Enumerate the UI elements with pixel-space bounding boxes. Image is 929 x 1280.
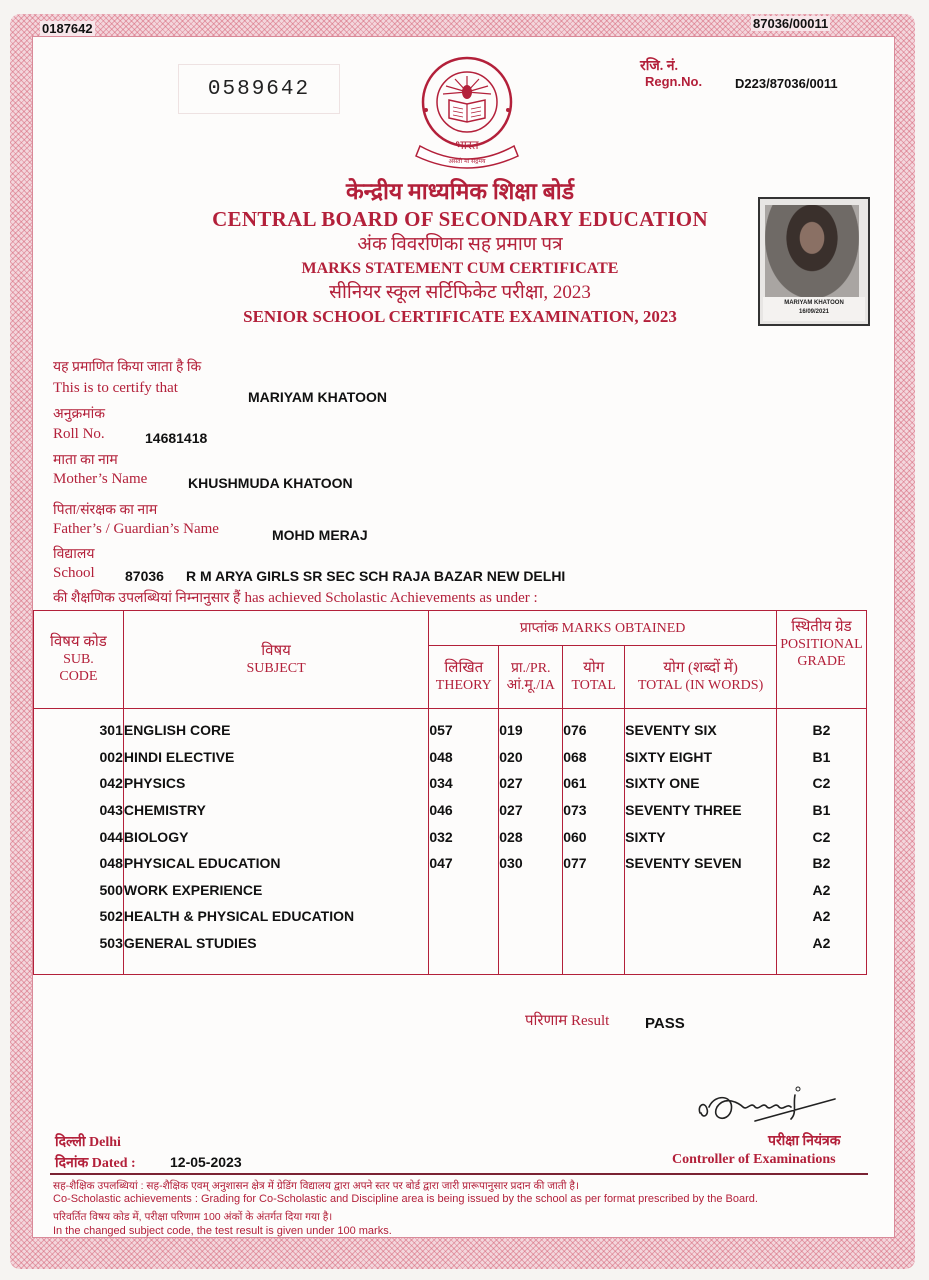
- roll-label-hindi: अनुक्रमांक: [53, 407, 105, 422]
- practical-marks: 030: [499, 850, 563, 877]
- subject-name: CHEMISTRY: [123, 797, 428, 824]
- photo-image: [765, 205, 859, 299]
- achievements-line: [53, 588, 538, 607]
- positional-grade: B2: [776, 709, 866, 744]
- board-title: CENTRAL BOARD OF SECONDARY EDUCATION: [212, 207, 708, 231]
- subject-code: 043: [34, 797, 124, 824]
- positional-grade: B2: [776, 850, 866, 877]
- theory-marks: 032: [429, 823, 499, 850]
- total-marks: 073: [563, 797, 625, 824]
- practical-marks: [499, 903, 563, 930]
- theory-marks: 057: [429, 709, 499, 744]
- subject-name: PHYSICAL EDUCATION: [123, 850, 428, 877]
- mother-label: Mother’s Name: [53, 471, 148, 487]
- total-marks: [563, 930, 625, 957]
- note-co-scholastic-hindi: सह-शैक्षिक उपलब्धियां : सह-शैक्षिक एवम् अनुशासन क्षेत्र में ग्रेडिंग विद्यालय द्वारा अपने स्तर पर बोर्ड द्वारा जारी प्रारूपानुसार प्रदान की जाती है।: [53, 1180, 579, 1192]
- exam-title-hindi: सीनियर स्कूल सर्टिफिकेट परीक्षा, 2023: [329, 282, 591, 303]
- header-marks-obtained: प्राप्तांक MARKS OBTAINED: [429, 611, 777, 646]
- student-name: MARIYAM KHATOON: [248, 389, 387, 405]
- document-title-hindi: अंक विवरणिका सह प्रमाण पत्र: [357, 234, 563, 255]
- note-changed-code: In the changed subject code, the test result is given under 100 marks.: [53, 1225, 392, 1237]
- controller-title-hindi: परीक्षा नियंत्रक: [768, 1134, 841, 1149]
- achievements-label-hindi: की शैक्षणिक उपलब्धियां निम्नानुसार हैं: [53, 591, 241, 606]
- empty-cell: [625, 956, 777, 975]
- table-row: [34, 930, 867, 957]
- empty-cell: [429, 956, 499, 975]
- header-positional-grade: स्थितीय ग्रेड POSITIONAL GRADE: [776, 611, 866, 709]
- subject-name: ENGLISH CORE: [123, 709, 428, 744]
- theory-marks: 047: [429, 850, 499, 877]
- school-name: R M ARYA GIRLS SR SEC SCH RAJA BAZAR NEW DELHI: [186, 568, 566, 584]
- empty-cell: [34, 956, 124, 975]
- header-practical: प्रा./PR. आं.मू./IA: [499, 646, 563, 709]
- board-title-hindi: केन्द्रीय माध्यमिक शिक्षा बोर्ड: [345, 179, 575, 204]
- total-in-words: [625, 877, 777, 904]
- subject-code: 500: [34, 877, 124, 904]
- total-in-words: SIXTY ONE: [625, 770, 777, 797]
- note-changed-code-hindi: परिवर्तित विषय कोड में, परीक्षा परिणाम 100 अंकों के अंतर्गत दिया गया है।: [53, 1211, 333, 1223]
- school-label-hindi: विद्यालय: [53, 547, 95, 562]
- student-photo: [758, 197, 870, 326]
- regn-label-hindi: रजि. नं.: [640, 59, 679, 74]
- photo-caption-name: MARIYAM KHATOON: [784, 300, 844, 306]
- total-marks: [563, 903, 625, 930]
- photo-caption-date: 16/09/2021: [798, 309, 830, 315]
- total-marks: 061: [563, 770, 625, 797]
- positional-grade: B1: [776, 797, 866, 824]
- marks-table: [33, 610, 867, 975]
- practical-marks: 027: [499, 797, 563, 824]
- header-total-in-words: योग (शब्दों में) TOTAL (IN WORDS): [625, 646, 777, 709]
- mother-name: KHUSHMUDA KHATOON: [188, 475, 353, 491]
- table-row: [34, 770, 867, 797]
- signature-icon: [695, 1085, 845, 1130]
- table-row: [34, 823, 867, 850]
- emblem-bottom-text: भारत: [455, 138, 479, 152]
- subject-code: 048: [34, 850, 124, 877]
- empty-cell: [499, 956, 563, 975]
- subject-code: 503: [34, 930, 124, 957]
- practical-marks: 027: [499, 770, 563, 797]
- theory-marks: 046: [429, 797, 499, 824]
- header-total: योग TOTAL: [563, 646, 625, 709]
- subject-name: HEALTH & PHYSICAL EDUCATION: [123, 903, 428, 930]
- mother-label-hindi: माता का नाम: [53, 453, 118, 468]
- subject-code: 044: [34, 823, 124, 850]
- total-marks: 060: [563, 823, 625, 850]
- practical-marks: 028: [499, 823, 563, 850]
- result-value: PASS: [645, 1015, 685, 1032]
- photo-caption: [763, 297, 865, 321]
- table-row: [34, 877, 867, 904]
- theory-marks: [429, 877, 499, 904]
- total-in-words: [625, 930, 777, 957]
- roll-number: 14681418: [145, 430, 208, 446]
- header-sub-code: विषय कोड SUB. CODE: [34, 611, 124, 709]
- marks-table-body: [34, 709, 867, 975]
- positional-grade: C2: [776, 770, 866, 797]
- table-padding-row: [34, 956, 867, 975]
- father-label-hindi: पिता/संरक्षक का नाम: [53, 503, 158, 518]
- top-school-code: 87036/00011: [753, 16, 829, 31]
- exam-title: SENIOR SCHOOL CERTIFICATE EXAMINATION, 2023: [243, 307, 677, 326]
- theory-marks: [429, 903, 499, 930]
- certify-label-hindi: यह प्रमाणित किया जाता है कि: [53, 360, 202, 375]
- subject-name: BIOLOGY: [123, 823, 428, 850]
- father-label: Father’s / Guardian’s Name: [53, 521, 219, 537]
- total-in-words: [625, 903, 777, 930]
- total-marks: 068: [563, 744, 625, 771]
- subject-name: PHYSICS: [123, 770, 428, 797]
- theory-marks: 048: [429, 744, 499, 771]
- regn-label: Regn.No.: [645, 74, 703, 89]
- practical-marks: [499, 877, 563, 904]
- regn-number: D223/87036/0011: [735, 76, 838, 91]
- school-label: School: [53, 565, 95, 581]
- table-row: [34, 797, 867, 824]
- theory-marks: 034: [429, 770, 499, 797]
- total-marks: 077: [563, 850, 625, 877]
- total-marks: 076: [563, 709, 625, 744]
- serial-number-box: 0589642: [178, 64, 340, 114]
- faded-watermark-label: [52, 60, 162, 96]
- achievements-label: has achieved Scholastic Achievements as under :: [244, 590, 538, 606]
- certify-label: This is to certify that: [53, 380, 178, 396]
- table-row: [34, 709, 867, 744]
- subject-name: HINDI ELECTIVE: [123, 744, 428, 771]
- cbse-emblem-icon: [400, 50, 535, 170]
- roll-label: Roll No.: [53, 426, 105, 442]
- footer-divider: [50, 1173, 868, 1175]
- positional-grade: C2: [776, 823, 866, 850]
- table-row: [34, 744, 867, 771]
- total-in-words: SEVENTY SIX: [625, 709, 777, 744]
- header-theory: लिखित THEORY: [429, 646, 499, 709]
- father-name: MOHD MERAJ: [272, 527, 368, 543]
- positional-grade: A2: [776, 877, 866, 904]
- total-in-words: SIXTY: [625, 823, 777, 850]
- emblem-motto: असतो मा सद्गमय: [448, 158, 486, 165]
- controller-title: Controller of Examinations: [672, 1152, 836, 1167]
- practical-marks: [499, 930, 563, 957]
- positional-grade: A2: [776, 930, 866, 957]
- theory-marks: [429, 930, 499, 957]
- subject-name: WORK EXPERIENCE: [123, 877, 428, 904]
- result-label: परिणाम Result: [525, 1013, 610, 1029]
- subject-code: 502: [34, 903, 124, 930]
- empty-cell: [123, 956, 428, 975]
- table-row: [34, 903, 867, 930]
- document-title: MARKS STATEMENT CUM CERTIFICATE: [301, 260, 619, 277]
- header-subject: विषय SUBJECT: [123, 611, 428, 709]
- empty-cell: [776, 956, 866, 975]
- total-marks: [563, 877, 625, 904]
- subject-code: 301: [34, 709, 124, 744]
- positional-grade: B1: [776, 744, 866, 771]
- subject-code: 042: [34, 770, 124, 797]
- school-code: 87036: [125, 568, 164, 584]
- date-value: 12-05-2023: [170, 1154, 242, 1170]
- total-in-words: SEVENTY SEVEN: [625, 850, 777, 877]
- total-in-words: SIXTY EIGHT: [625, 744, 777, 771]
- subject-code: 002: [34, 744, 124, 771]
- date-label: दिनांक Dated :: [55, 1156, 136, 1171]
- empty-cell: [563, 956, 625, 975]
- subject-name: GENERAL STUDIES: [123, 930, 428, 957]
- practical-marks: 019: [499, 709, 563, 744]
- place-label: दिल्ली Delhi: [55, 1135, 121, 1150]
- table-row: [34, 850, 867, 877]
- note-co-scholastic: Co-Scholastic achievements : Grading for Co-Scholastic and Discipline area is being issued by the school as per format prescribed by the Board.: [53, 1193, 758, 1205]
- practical-marks: 020: [499, 744, 563, 771]
- total-in-words: SEVENTY THREE: [625, 797, 777, 824]
- top-serial-number: 0187642: [42, 21, 93, 36]
- certificate-titles: [170, 178, 750, 329]
- positional-grade: A2: [776, 903, 866, 930]
